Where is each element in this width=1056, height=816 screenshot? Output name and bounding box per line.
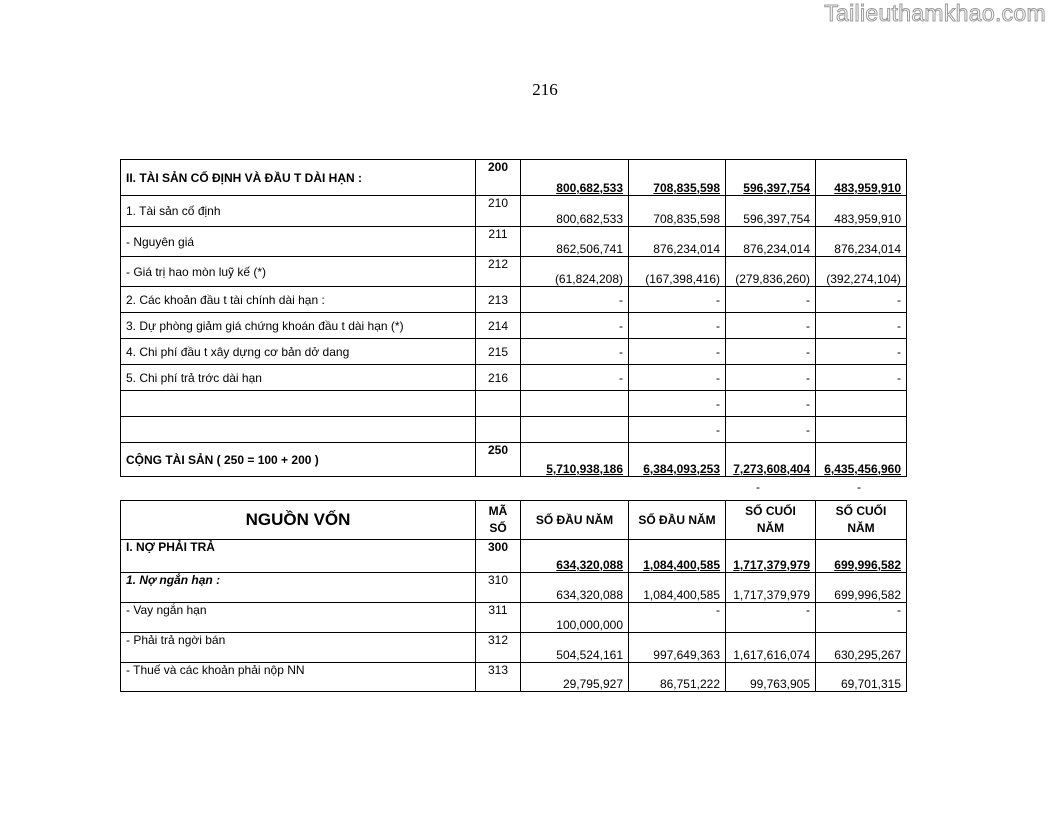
capital-sources-table	[120, 500, 907, 692]
value-cell: 876,234,014	[726, 227, 816, 257]
row-code	[476, 417, 521, 443]
value-cell: -	[521, 287, 629, 313]
value-cell: (392,274,104)	[816, 257, 907, 287]
value-cell: -	[629, 365, 726, 391]
value-cell: -	[726, 313, 816, 339]
header-row	[121, 501, 907, 540]
table-row	[121, 339, 907, 365]
row-label: 4. Chi phí đầu t xây dựng cơ bản dở dang	[121, 339, 476, 365]
value-cell: 634,320,088	[521, 540, 629, 573]
value-cell: 1,717,379,979	[726, 573, 816, 603]
table-row	[121, 603, 907, 633]
page-number: 216	[532, 80, 558, 99]
row-label: I. NỢ PHẢI TRẢ	[121, 540, 476, 573]
row-code	[476, 391, 521, 417]
value-cell: 69,701,315	[816, 663, 907, 692]
table-row	[121, 313, 907, 339]
table-row	[121, 365, 907, 391]
value-cell: 86,751,222	[629, 663, 726, 692]
table-row	[121, 540, 907, 573]
value-cell: -	[629, 417, 726, 443]
row-code: 312	[476, 633, 521, 663]
column-header: SỐ CUỐI NĂM	[726, 501, 816, 540]
row-label	[121, 417, 476, 443]
row-label: 3. Dự phòng giảm giá chứng khoán đầu t dài hạn (*)	[121, 313, 476, 339]
value-cell: 596,397,754	[726, 160, 816, 196]
stray-dash: -	[756, 480, 760, 494]
value-cell: 1,717,379,979	[726, 540, 816, 573]
value-cell: 1,084,400,585	[629, 573, 726, 603]
fixed-assets-table	[120, 159, 907, 477]
value-cell: (61,824,208)	[521, 257, 629, 287]
row-label: 5. Chi phí trả trớc dài hạn	[121, 365, 476, 391]
value-cell: -	[629, 603, 726, 633]
value-cell: 596,397,754	[726, 196, 816, 227]
table-row	[121, 663, 907, 692]
value-cell: 708,835,598	[629, 160, 726, 196]
value-cell: 876,234,014	[816, 227, 907, 257]
value-cell: -	[629, 391, 726, 417]
column-header: MÃ SỐ	[476, 501, 521, 540]
value-cell: 800,682,533	[521, 196, 629, 227]
section-title: NGUỒN VỐN	[121, 501, 476, 540]
value-cell: 630,295,267	[816, 633, 907, 663]
value-cell	[521, 417, 629, 443]
row-code: 210	[476, 196, 521, 227]
value-cell: -	[816, 603, 907, 633]
row-code: 250	[476, 443, 521, 477]
value-cell: 483,959,910	[816, 160, 907, 196]
row-code: 310	[476, 573, 521, 603]
value-cell: 800,682,533	[521, 160, 629, 196]
value-cell: -	[521, 313, 629, 339]
watermark: Tailieuthamkhao.com	[824, 0, 1046, 26]
value-cell: (279,836,260)	[726, 257, 816, 287]
value-cell: -	[816, 313, 907, 339]
row-code: 211	[476, 227, 521, 257]
column-header: SỐ ĐẦU NĂM	[521, 501, 629, 540]
row-code: 214	[476, 313, 521, 339]
value-cell: -	[629, 339, 726, 365]
value-cell: -	[816, 339, 907, 365]
value-cell: 100,000,000	[521, 603, 629, 633]
row-label: II. TÀI SẢN CỐ ĐỊNH VÀ ĐẦU T DÀI HẠN :	[121, 160, 476, 196]
value-cell: -	[726, 339, 816, 365]
value-cell: (167,398,416)	[629, 257, 726, 287]
value-cell: 876,234,014	[629, 227, 726, 257]
value-cell: -	[629, 287, 726, 313]
value-cell: -	[521, 365, 629, 391]
value-cell: 483,959,910	[816, 196, 907, 227]
stray-dash: -	[857, 480, 861, 494]
total-row	[121, 443, 907, 477]
value-cell: 7,273,608,404	[726, 443, 816, 477]
value-cell: 504,524,161	[521, 633, 629, 663]
table-row	[121, 391, 907, 417]
value-cell: -	[521, 339, 629, 365]
value-cell: 6,384,093,253	[629, 443, 726, 477]
value-cell: 699,996,582	[816, 573, 907, 603]
table-row	[121, 417, 907, 443]
row-label: CỘNG TÀI SẢN ( 250 = 100 + 200 )	[121, 443, 476, 477]
table-row	[121, 633, 907, 663]
value-cell: 699,996,582	[816, 540, 907, 573]
value-cell	[816, 391, 907, 417]
value-cell: -	[629, 313, 726, 339]
value-cell	[816, 417, 907, 443]
table-row	[121, 257, 907, 287]
value-cell: -	[726, 365, 816, 391]
value-cell: 1,617,616,074	[726, 633, 816, 663]
column-header: SỐ ĐẦU NĂM	[629, 501, 726, 540]
value-cell: 29,795,927	[521, 663, 629, 692]
table-row	[121, 160, 907, 196]
row-code: 300	[476, 540, 521, 573]
table-row	[121, 287, 907, 313]
row-label: 1. Tài sản cố định	[121, 196, 476, 227]
value-cell	[521, 391, 629, 417]
value-cell: 997,649,363	[629, 633, 726, 663]
value-cell: 708,835,598	[629, 196, 726, 227]
value-cell: 5,710,938,186	[521, 443, 629, 477]
row-code: 313	[476, 663, 521, 692]
value-cell: -	[726, 603, 816, 633]
row-label: - Nguyên giá	[121, 227, 476, 257]
table-row	[121, 573, 907, 603]
value-cell: 1,084,400,585	[629, 540, 726, 573]
value-cell: -	[816, 287, 907, 313]
value-cell: -	[726, 287, 816, 313]
row-label: - Giá trị hao mòn luỹ kế (*)	[121, 257, 476, 287]
row-code: 200	[476, 160, 521, 196]
value-cell: 634,320,088	[521, 573, 629, 603]
row-code: 215	[476, 339, 521, 365]
value-cell: -	[816, 365, 907, 391]
table-row	[121, 196, 907, 227]
row-label: 1. Nợ ngắn hạn :	[121, 573, 476, 603]
row-code: 311	[476, 603, 521, 633]
row-label: - Vay ngắn hạn	[121, 603, 476, 633]
value-cell: -	[726, 391, 816, 417]
row-label	[121, 391, 476, 417]
value-cell: 6,435,456,960	[816, 443, 907, 477]
row-label: - Phải trả ngời bán	[121, 633, 476, 663]
row-code: 216	[476, 365, 521, 391]
row-code: 213	[476, 287, 521, 313]
table-row	[121, 227, 907, 257]
row-label: - Thuế và các khoản phải nộp NN	[121, 663, 476, 692]
value-cell: 99,763,905	[726, 663, 816, 692]
value-cell: -	[726, 417, 816, 443]
row-code: 212	[476, 257, 521, 287]
column-header: SỐ CUỐI NĂM	[816, 501, 907, 540]
value-cell: 862,506,741	[521, 227, 629, 257]
row-label: 2. Các khoản đầu t tài chính dài hạn :	[121, 287, 476, 313]
